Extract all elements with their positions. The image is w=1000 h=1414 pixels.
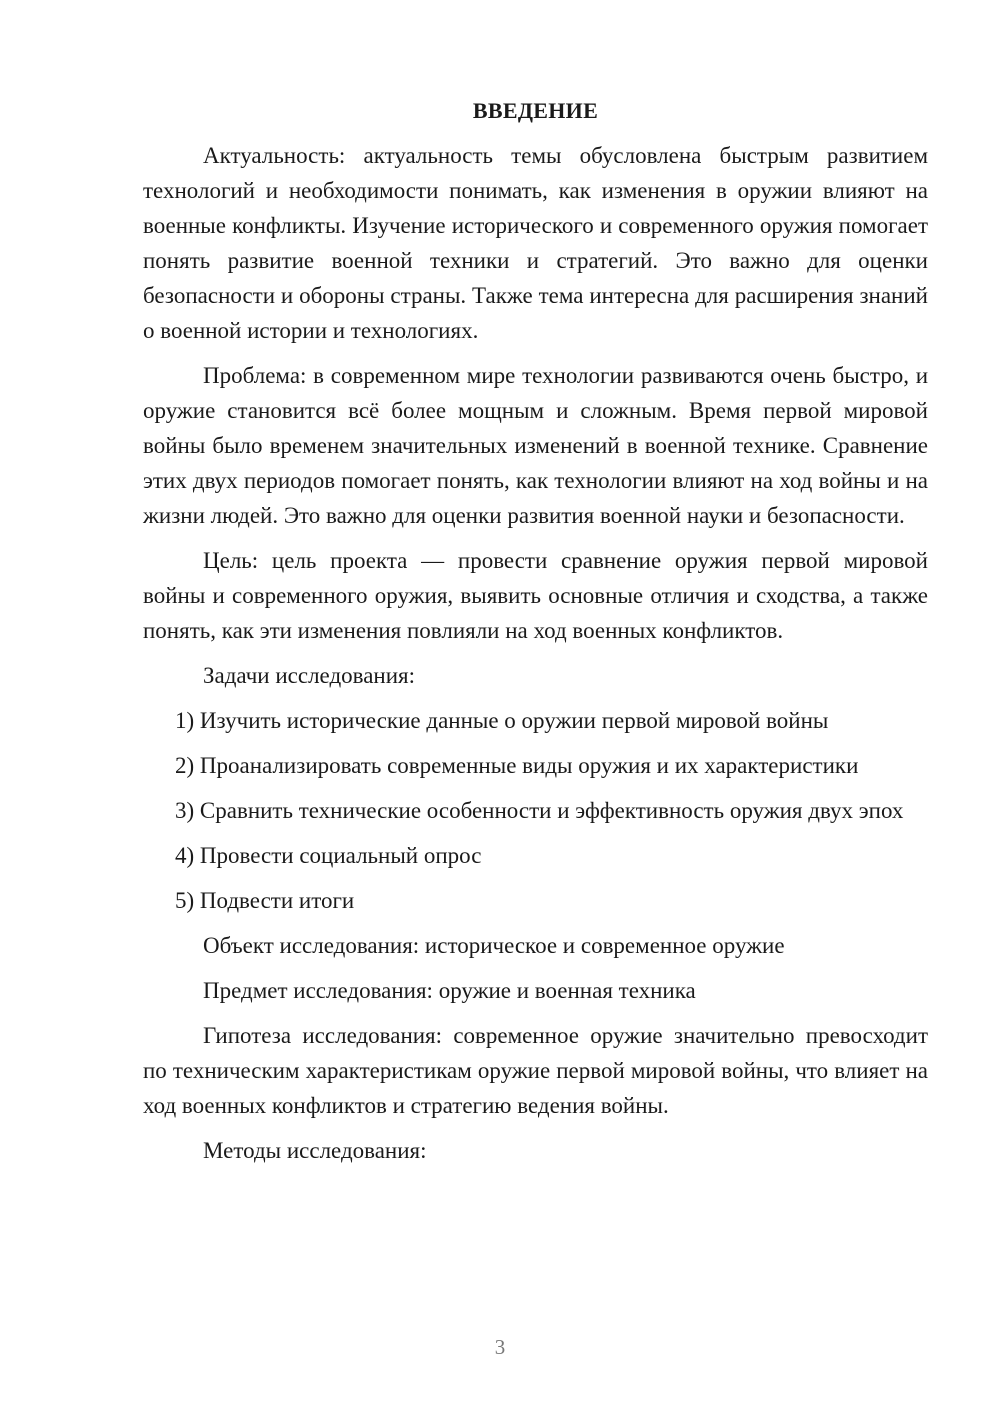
paragraph-subject: Предмет исследования: оружие и военная техника (203, 978, 696, 1003)
task-item: 2) Проанализировать современные виды оружия и их характеристики (175, 753, 859, 778)
task-item: 5) Подвести итоги (175, 888, 355, 913)
page-title: ВВЕДЕНИЕ (472, 98, 599, 123)
paragraph-tasks-heading: Задачи исследования: (203, 663, 416, 688)
paragraph-hypothesis: Гипотеза исследования: современное оружие значительно превосходит по техническим характеристикам оружие первой мировой войны, что влияет на ход военных конфликтов и стратегию ведения войны. (143, 1023, 928, 1118)
paragraph-object: Объект исследования: историческое и современное оружие (203, 933, 785, 958)
task-item: 4) Провести социальный опрос (175, 843, 482, 868)
paragraph-goal: Цель: цель проекта — провести сравнение оружия первой мировой войны и современного оружия, выявить основные отличия и сходства, а также понять, как эти изменения повлияли на ход военных конфликтов. (143, 548, 928, 643)
paragraph-relevance: Актуальность: актуальность темы обусловлена быстрым развитием технологий и необходимости понимать, как изменения в оружии влияют на военные конфликты. Изучение исторического и современного оружия помогает понять развитие военной техники и стратегий. Это важно для оценки безопасности и обороны страны. Также тема интересна для расширения знаний о военной истории и технологиях. (143, 143, 928, 343)
page-number: 3 (494, 1335, 506, 1359)
paragraph-methods: Методы исследования: (203, 1138, 427, 1163)
task-item: 1) Изучить исторические данные о оружии первой мировой войны (175, 708, 829, 733)
task-item: 3) Сравнить технические особенности и эффективность оружия двух эпох (175, 798, 904, 823)
paragraph-problem: Проблема: в современном мире технологии развиваются очень быстро, и оружие становится всё более мощным и сложным. Время первой мировой войны было временем значительных изменений в военной технике. Сравнение этих двух периодов помогает понять, как технологии влияют на ход войны и на жизни людей. Это важно для оценки развития военной науки и безопасности. (143, 363, 928, 528)
document-body (143, 94, 928, 1178)
